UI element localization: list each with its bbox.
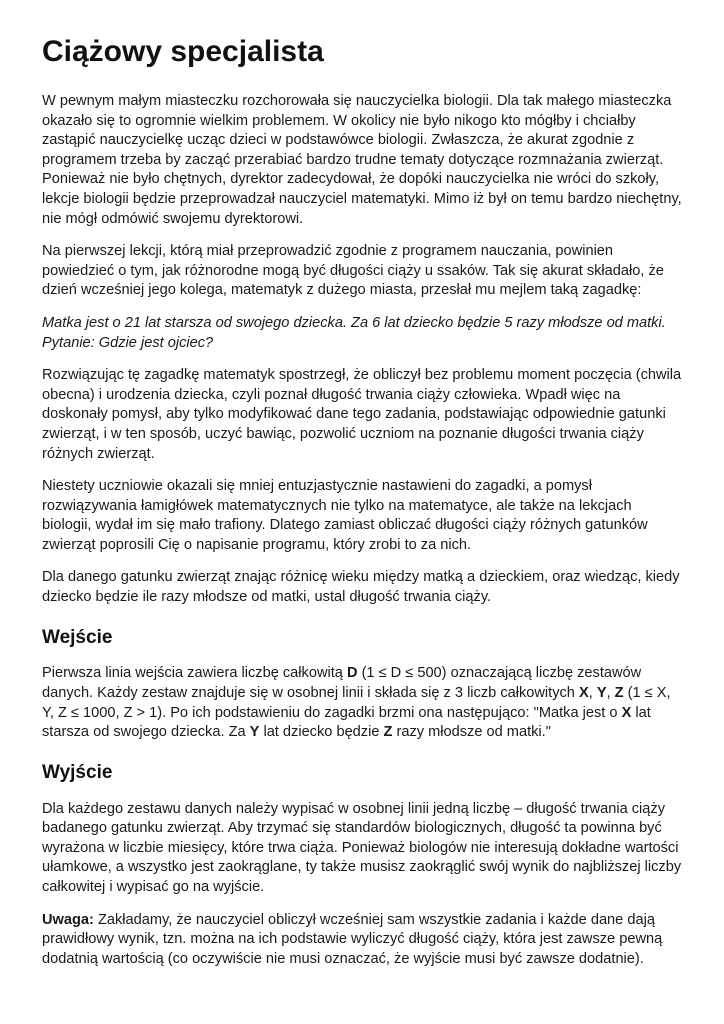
input-text-6: lat starsza od swojego dziecka. Za: [42, 704, 651, 741]
intro-paragraph-4: Niestety uczniowie okazali się mniej entuzjastycznie nastawieni do zagadki, a pomysł rozwiązywania łamigłówek matematycznych nie tylko na matematyce, ale także na lekcjach biologii, wydał im się mało trafiony. Dlatego zamiast obliczać długości ciąży różnych gatunków zwierząt poprosili Cię o napisanie programu, który zrobi to za nich.: [42, 478, 648, 553]
input-text-4: ,: [606, 685, 615, 702]
input-description: [42, 664, 684, 742]
output-description: Dla każdego zestawu danych należy wypisać w osobnej linii jedną liczbę – długość trwania ciąży badanego gatunku zwierząt. Aby trzymać się standardów biologicznych, długość ta powinna być wyrażona w liczbie miesięcy, które trwa ciąża. Ponieważ biologów nie interesują dokładne wartości ułamkowe, a wszystko jest zaokrąglane, ty także musisz zaokrąglić swój wynik do najbliższej liczby całkowitej i wypisać go na wyjście.: [42, 800, 682, 895]
page-title: Ciążowy specjalista: [42, 35, 324, 68]
var-y-riddle: Y: [249, 724, 260, 741]
input-text-7: lat dziecko będzie: [259, 724, 384, 741]
intro-paragraph-1: W pewnym małym miasteczku rozchorowała się nauczycielka biologii. Dla tak małego miasteczka okazało się to ogromnie wielkim problemem. W okolicy nie było nikogo kto mógłby i chciałby zastąpić nauczycielkę ucząc dzieci w podstawówce biologii. Zwłaszcza, że akurat zgodnie z programem trzeba by zacząć przerabiać bardzo trudne tematy dotyczące rozmnażania zwierząt. Ponieważ nie było chętnych, dyrektor zadecydował, że dopóki nauczycielka nie wróci do szkoły, lekcje biologii będzie przeprowadzał nauczyciel matematyki. Mimo iż był on temu bardzo niechętny, nie mógł odmówić swojemu dyrektorowi.: [42, 93, 682, 227]
input-heading: Wejście: [42, 626, 113, 648]
var-d: D: [346, 665, 358, 682]
input-text-1: Pierwsza linia wejścia zawiera liczbę całkowitą: [42, 665, 347, 682]
intro-paragraph-5: Dla danego gatunku zwierząt znając różnicę wieku między matką a dzieckiem, oraz wiedząc, kiedy dziecko będzie ile razy młodsze od matki, ustal długość trwania ciąży.: [42, 569, 680, 606]
input-text-8: razy młodsze od matki.": [392, 724, 551, 741]
output-heading: Wyjście: [42, 761, 113, 783]
var-z-riddle: Z: [383, 724, 393, 741]
note-label: Uwaga:: [42, 911, 94, 928]
var-y: Y: [596, 685, 607, 702]
intro-paragraph-3: Rozwiązując tę zagadkę matematyk spostrzegł, że obliczył bez problemu moment poczęcia (chwila obecna) i urodzenia dziecka, czyli poznał długość trwania ciąży człowieka. Wpadł więc na doskonały pomysł, aby tylko modyfikować dane tego zadania, podstawiając odpowiednie gatunki zwierząt, i w ten sposób, uczyć bawiąc, pozwolić uczniom na poznanie długości trwania ciąży różnych zwierząt.: [42, 367, 682, 462]
riddle-text: Matka jest o 21 lat starsza od swojego dziecka. Za 6 lat dziecko będzie 5 razy młodsze od matki. Pytanie: Gdzie jest ojciec?: [42, 314, 666, 351]
input-text-3: ,: [588, 685, 597, 702]
var-x-riddle: X: [621, 704, 632, 721]
note-text: Zakładamy, że nauczyciel obliczył wcześniej sam wszystkie zadania i każde dane dają prawidłowy wynik, tzn. można na ich podstawie wyliczyć długość ciąży, która jest zawsze pewną dodatnią wartością (co oczywiście nie musi oznaczać, że wyjście musi być zawsze dodatnie).: [42, 911, 663, 967]
var-x: X: [578, 685, 589, 702]
var-z: Z: [614, 685, 624, 702]
intro-paragraph-2: Na pierwszej lekcji, którą miał przeprowadzić zgodnie z programem nauczania, powinien powiedzieć o tym, jak różnorodne mogą być długości ciąży u ssaków. Tak się akurat składało, że dzień wcześniej jego kolega, matematyk z dużego miasta, przesłał mu mejlem taką zagadkę:: [42, 243, 664, 299]
input-text-2: (1 ≤ D ≤ 500) oznaczającą liczbę zestawów danych. Każdy zestaw znajduje się w osobnej linii i składa się z 3 liczb całkowitych: [42, 665, 642, 702]
note-paragraph: [42, 911, 684, 970]
input-text-5: (1 ≤ X, Y, Z ≤ 1000, Z > 1). Po ich podstawieniu do zagadki brzmi ona następująco: "Matka jest o: [42, 685, 671, 721]
